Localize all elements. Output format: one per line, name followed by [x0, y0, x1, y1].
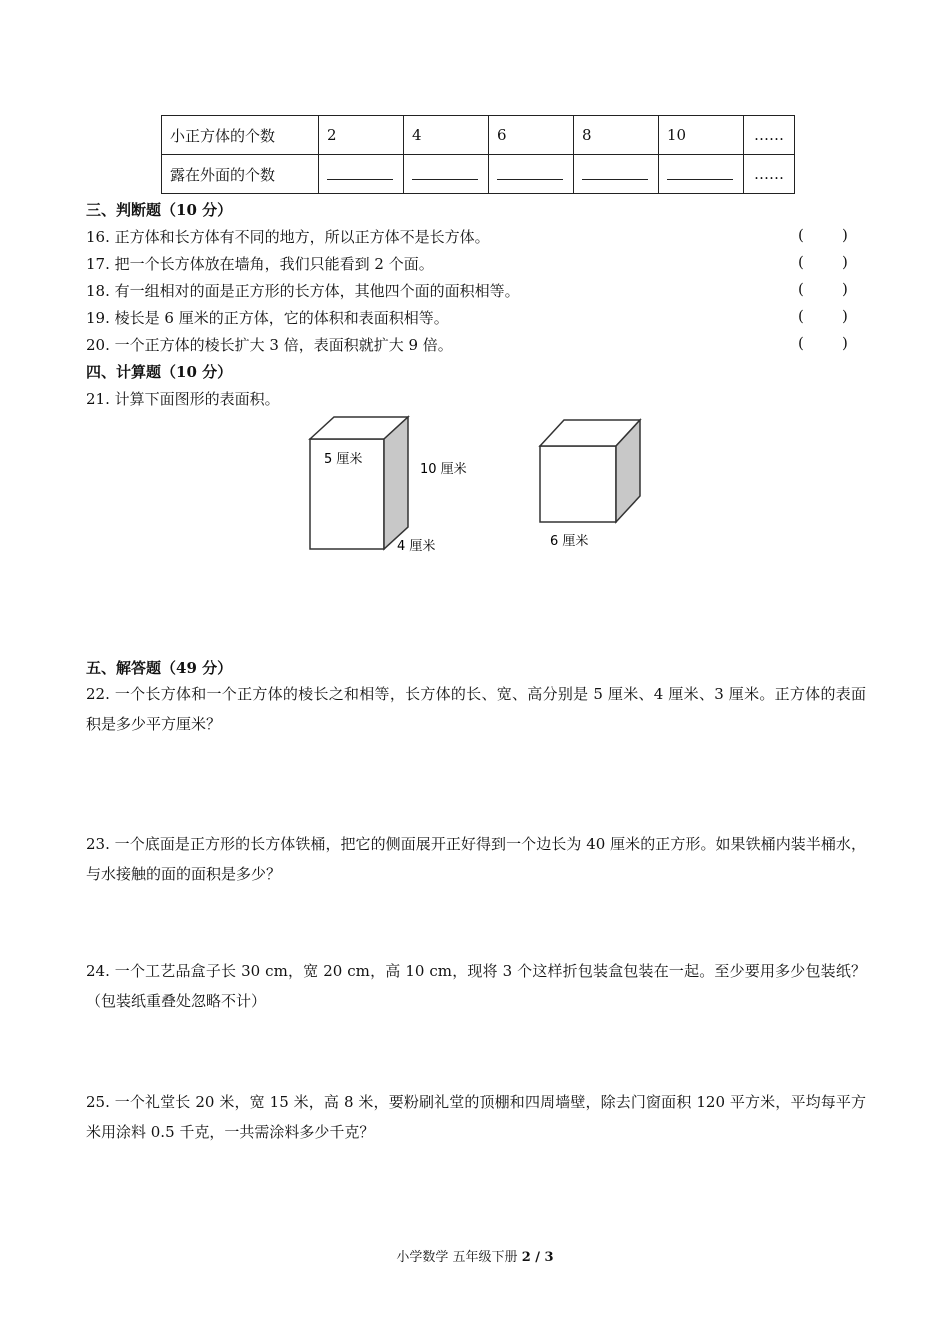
- answer-blank[interactable]: [574, 155, 659, 194]
- question-16: 16. 正方体和长方体有不同的地方，所以正方体不是长方体。: [86, 228, 490, 246]
- question-24: 24. 一个工艺品盒子长 30 cm，宽 20 cm，高 10 cm，现将 3 个这样折包装盒包装在一起。至少要用多少包装纸？（包装纸重叠处忽略不计）: [86, 962, 866, 1010]
- table-cell: 8: [574, 116, 659, 155]
- answer-blank[interactable]: [489, 155, 574, 194]
- answer-paren-19[interactable]: ( ): [798, 307, 848, 325]
- answer-blank[interactable]: [659, 155, 744, 194]
- question-25: 25. 一个礼堂长 20 米，宽 15 米，高 8 米，要粉刷礼堂的顶棚和四周墙壁，除去门窗面积 120 平方米，平均每平方米用涂料 0.5 千克，一共需涂料多少千克？: [86, 1093, 866, 1141]
- section-title-calculation: 四、计算题（10 分）: [86, 363, 233, 381]
- table-cell: 6: [489, 116, 574, 155]
- answer-paren-18[interactable]: ( ): [798, 280, 848, 298]
- answer-blank[interactable]: [404, 155, 489, 194]
- section-title-word-problems: 五、解答题（49 分）: [86, 659, 233, 677]
- cuboid-figure: [300, 412, 480, 562]
- row-label: 露在外面的个数: [162, 155, 319, 194]
- section-title-judgment: 三、判断题（10 分）: [86, 201, 233, 219]
- cube-figure: [530, 412, 660, 557]
- question-18: 18. 有一组相对的面是正方形的长方体，其他四个面的面积相等。: [86, 282, 520, 300]
- cuboid-width-label: 5 厘米: [324, 452, 363, 467]
- table-row: [162, 155, 795, 194]
- question-22: 22. 一个长方体和一个正方体的棱长之和相等，长方体的长、宽、高分别是 5 厘米、4 厘米、3 厘米。正方体的表面积是多少平方厘米？: [86, 685, 866, 733]
- cuboid-depth-label: 4 厘米: [397, 539, 436, 554]
- cuboid-height-label: 10 厘米: [420, 462, 467, 477]
- question-23: 23. 一个底面是正方形的长方体铁桶，把它的侧面展开正好得到一个边长为 40 厘米的正方形。如果铁桶内装半桶水，与水接触的面的面积是多少？: [86, 835, 866, 883]
- page-number: 2 / 3: [521, 1250, 554, 1265]
- answer-blank[interactable]: [319, 155, 404, 194]
- question-20: 20. 一个正方体的棱长扩大 3 倍，表面积就扩大 9 倍。: [86, 336, 453, 354]
- answer-paren-20[interactable]: ( ): [798, 334, 848, 352]
- cube-edge-label: 6 厘米: [550, 534, 589, 549]
- table-cell: 10: [659, 116, 744, 155]
- page-footer: [0, 1246, 950, 1265]
- footer-text: 小学数学 五年级下册: [396, 1250, 522, 1265]
- table-ellipsis: ……: [744, 155, 795, 194]
- cube-front-face: [540, 446, 616, 522]
- question-19: 19. 棱长是 6 厘米的正方体，它的体积和表面积相等。: [86, 309, 449, 327]
- cuboid-side-face: [384, 417, 408, 549]
- question-21: 21. 计算下面图形的表面积。: [86, 390, 280, 408]
- table-cell: 2: [319, 116, 404, 155]
- answer-paren-17[interactable]: ( ): [798, 253, 848, 271]
- table-cell: 4: [404, 116, 489, 155]
- table-row: [162, 116, 795, 155]
- answer-paren-16[interactable]: ( ): [798, 226, 848, 244]
- row-label: 小正方体的个数: [162, 116, 319, 155]
- table-ellipsis: ……: [744, 116, 795, 155]
- question-17: 17. 把一个长方体放在墙角，我们只能看到 2 个面。: [86, 255, 434, 273]
- cube-count-table: [161, 115, 795, 194]
